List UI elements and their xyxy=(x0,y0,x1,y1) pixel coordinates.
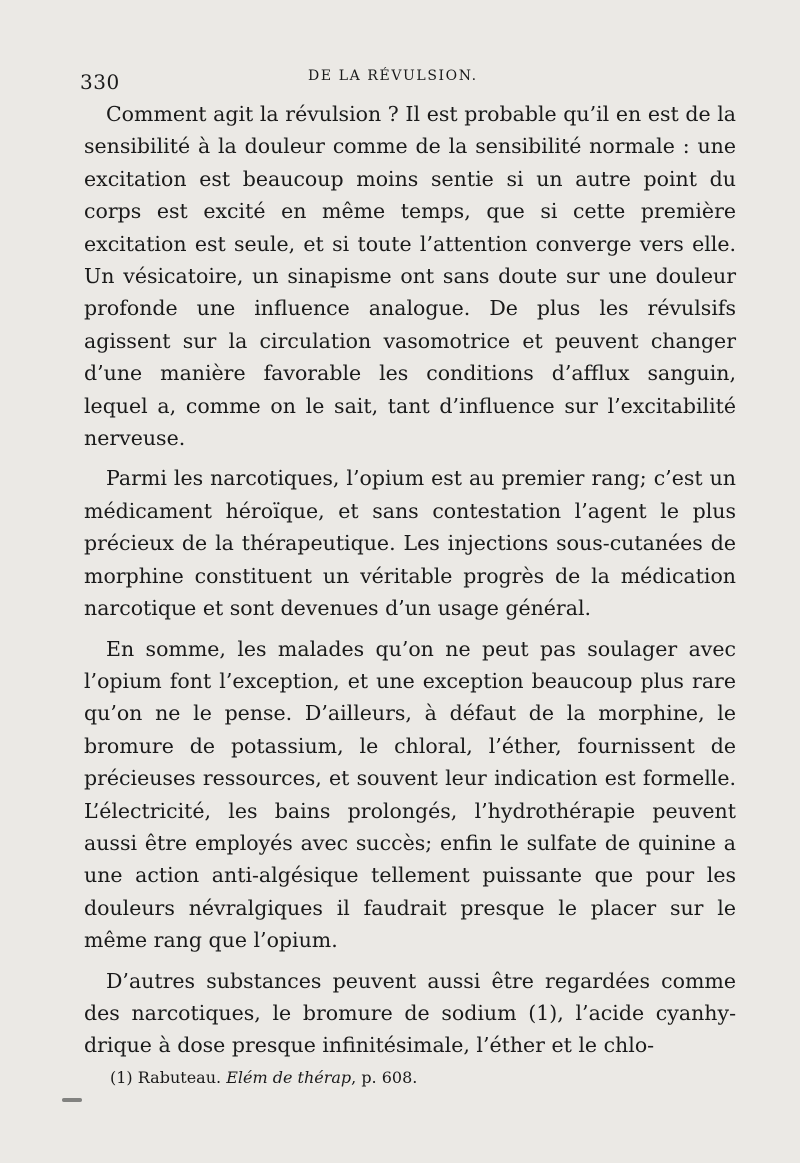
page-header xyxy=(80,66,740,94)
paragraph-revulsion: Comment agit la révulsion ? Il est probable qu’il en est de la sensibilité à la douleur comme de la sensibilité normale : une excitation est beaucoup moins sentie si un autre point du corps est excité en même temps, que si cette première excitation est seule, et si toute l’attention converge vers elle. Un vésicatoire, un sinapisme ont sans doute sur une douleur profonde une influence analogue. De plus les révulsifs agissent sur la circulation vasomotrice et peuvent changer d’une manière favorable les conditions d’afflux sanguin, lequel a, comme on le sait, tant d’influence sur l’excitabilité nerveuse. xyxy=(84,102,736,451)
footnote-marker: (1) xyxy=(110,1068,133,1087)
body-text xyxy=(84,98,736,1070)
footnote xyxy=(110,1068,417,1088)
paragraph-en-somme: En somme, les malades qu’on ne peut pas soulager avec l’opium font l’exception, et une exception beaucoup plus rare qu’on ne le pense. D’ailleurs, à défaut de la morphine, le bromure de potassium, le chloral, l’éther, fournissent de précieuses ressources, et souvent leur indication est formelle. L’électricité, les bains prolongés, l’hydrothérapie peuvent aussi être employés avec succès; enfin le sulfate de quinine a une action anti-algésique tellement puissante que pour les douleurs névralgiques il faudrait presque le placer sur le même rang que l’opium. xyxy=(84,636,736,953)
page-number: 330 xyxy=(80,70,120,94)
paragraph-narcotiques: Parmi les narcotiques, l’opium est au premier rang; c’est un médicament héroïque, et sans contestation l’agent le plus précieux de la thérapeutique. Les injections sous-cutanées de morphine constituent un véritable progrès de la médication narcotique et sont devenues d’un usage général. xyxy=(84,466,736,621)
ink-smudge xyxy=(62,1098,82,1102)
paragraph-autres-substances: D’autres substances peuvent aussi être regardées comme des narcotiques, le bromure de sodium (1), l’acide cyanhydrique à dose presque infinitésimale, l’éther et le chlo- xyxy=(84,968,736,1058)
footnote-author: Rabuteau. xyxy=(137,1068,222,1087)
footnote-page: , p. 608. xyxy=(351,1068,418,1087)
footnote-work: Elém de thérap xyxy=(226,1068,352,1087)
running-title: DE LA RÉVULSION. xyxy=(308,68,478,84)
